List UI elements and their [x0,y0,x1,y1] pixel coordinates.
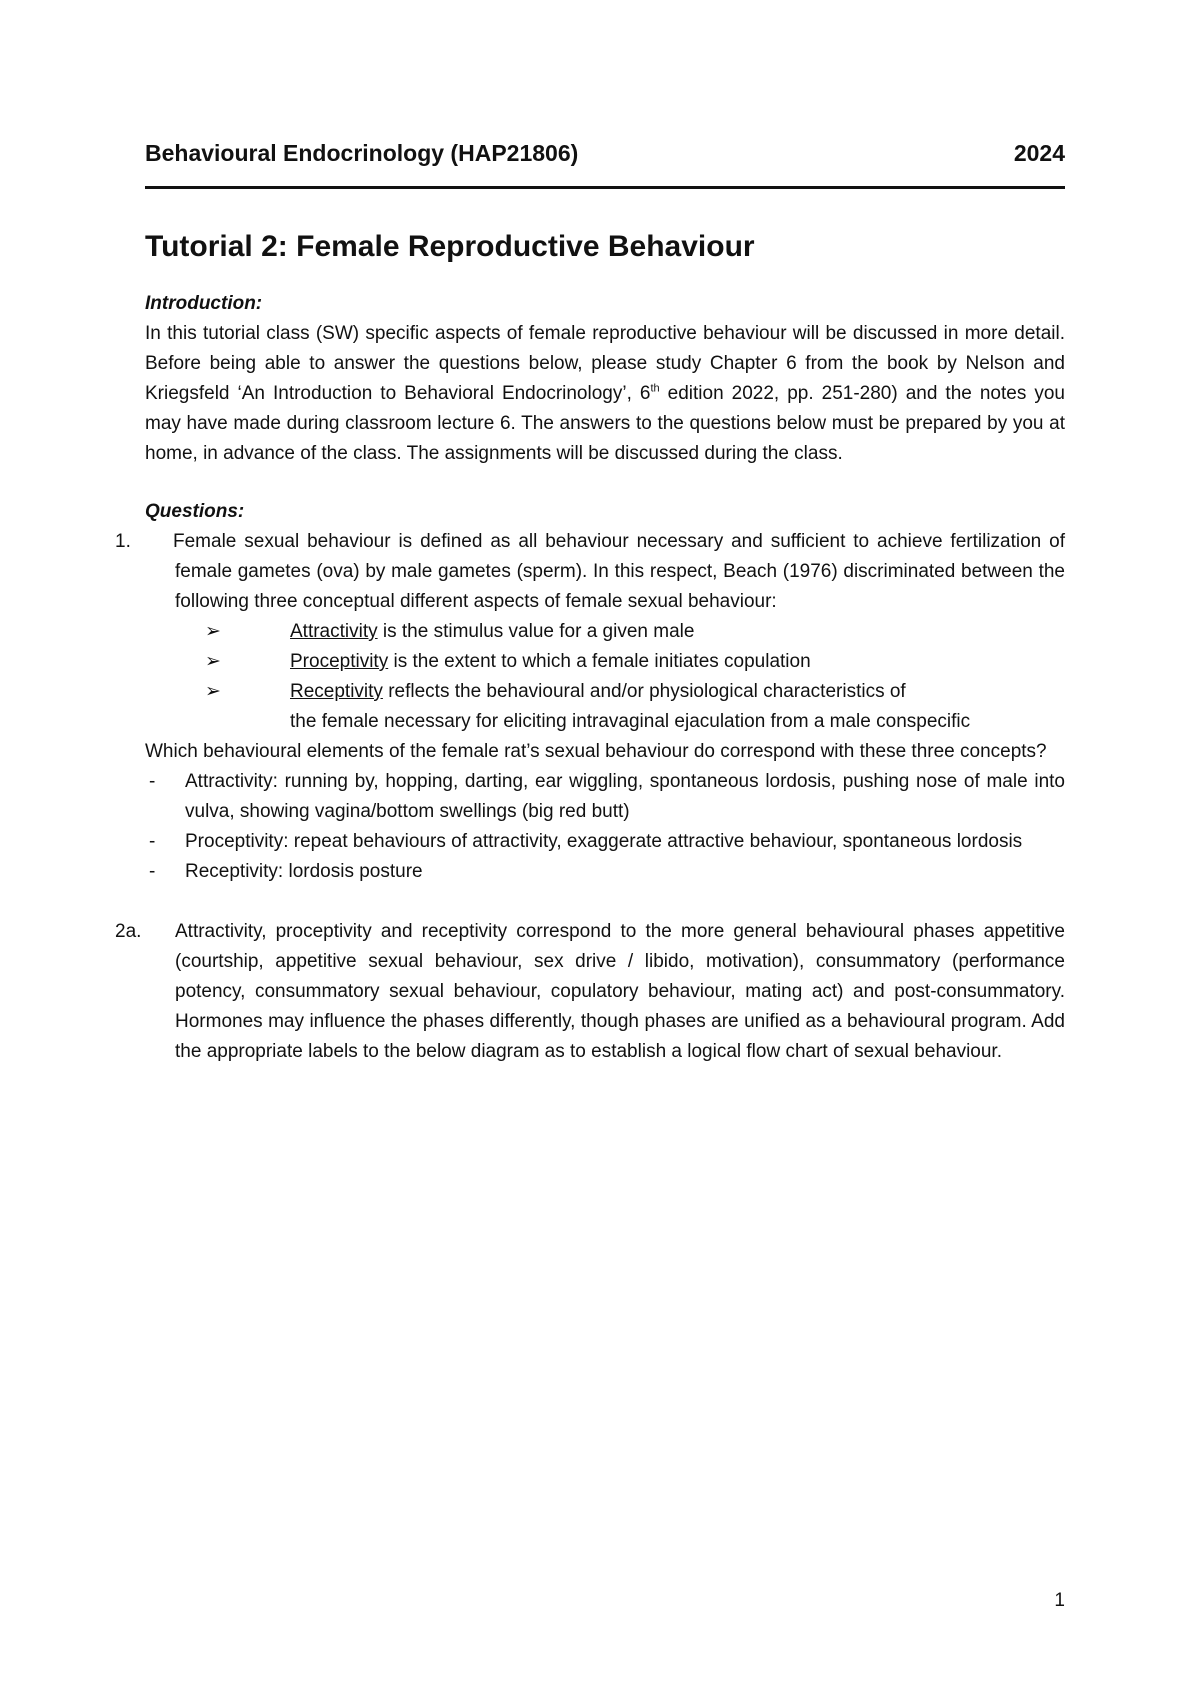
question-2a [115,917,1065,1067]
list-item [145,647,1065,677]
bullet-text: reflects the behavioural and/or physiological characteristics of [382,681,906,702]
list-item [145,677,1065,707]
introduction-heading: Introduction: [145,293,263,314]
course-year: 2024 [1013,140,1065,166]
introduction-text-part2: edition 2022, pp. 251-280) and the notes you may have made during classroom lecture 6. The answers to the questions below must be prepared by you at home, in advance of the class. The assignments will be discussed during the class. [145,383,1065,464]
answer-text: Receptivity: lordosis posture [185,861,423,882]
page-number: 1 [1054,1590,1065,1611]
dash-bullet: - [149,861,156,882]
answer-text: Attractivity: running by, hopping, darting, ear wiggling, spontaneous lordosis, pushing nose of male into vulva, showing vagina/bottom swellings (big red butt) [185,771,1065,822]
introduction-text [145,319,1065,469]
question-2a-text: Attractivity, proceptivity and receptivity correspond to the more general behavioural phases appetitive (courtship, appetitive sexual behaviour, sex drive / libido, motivation), consummatory (performance potency, consummatory sexual behaviour, copulatory behaviour, mating act) and post-consummatory. Hormones may influence the phases differently, though phases are unified as a behavioural program. Add the appropriate labels to the below diagram as to establish a logical flow chart of sexual behaviour. [175,921,1065,1062]
dash-bullet: - [149,831,156,852]
bullet-text: is the extent to which a female initiates copulation [388,651,811,672]
edition-superscript: th [650,382,660,395]
bullet-term: Receptivity [290,681,383,702]
question-1-prompt: Which behavioural elements of the female rat’s sexual behaviour do correspond with these three concepts? [145,741,1047,762]
arrow-bullet-icon: ➢ [205,651,221,672]
bullet-text: is the stimulus value for a given male [377,621,695,642]
question-2a-number: 2a. [115,921,142,942]
questions-heading: Questions: [145,501,245,522]
header-rule [145,186,1065,189]
document-header [145,140,1065,174]
arrow-bullet-icon: ➢ [205,621,221,642]
question-1-number: 1. [115,531,131,552]
introduction-text-part1: In this tutorial class (SW) specific aspects of female reproductive behaviour will be discussed in more detail. Before being able to answer the questions below, please study Chapter 6 from the book by Nelson and Kriegsfeld ‘An Introduction to Behavioral Endocrinology’, 6 [145,323,1065,404]
bullet-term: Proceptivity [290,651,389,672]
answer-text: Proceptivity: repeat behaviours of attractivity, exaggerate attractive behaviour, spontaneous lordosis [185,831,1023,852]
page-content [115,140,1065,1067]
course-title: Behavioural Endocrinology (HAP21806) [145,140,579,166]
arrow-bullet-icon: ➢ [205,681,221,702]
question-1 [115,527,1065,617]
list-item [145,767,1065,827]
spacer [145,887,1065,917]
question-1-text: Female sexual behaviour is defined as all behaviour necessary and sufficient to achieve fertilization of female gametes (ova) by male gametes (sperm). In this respect, Beach (1976) discriminated between the following three conceptual different aspects of female sexual behaviour: [173,531,1065,612]
page-title: Tutorial 2: Female Reproductive Behaviour [145,230,755,263]
list-item [145,617,1065,647]
concept-bullet-list [145,617,1065,737]
bullet-term: Attractivity [290,621,378,642]
dash-bullet: - [149,771,156,792]
list-item [145,827,1065,857]
bullet-continuation: the female necessary for eliciting intravaginal ejaculation from a male conspecific [290,711,971,732]
list-item [145,857,1065,887]
question-1-answers [145,767,1065,887]
